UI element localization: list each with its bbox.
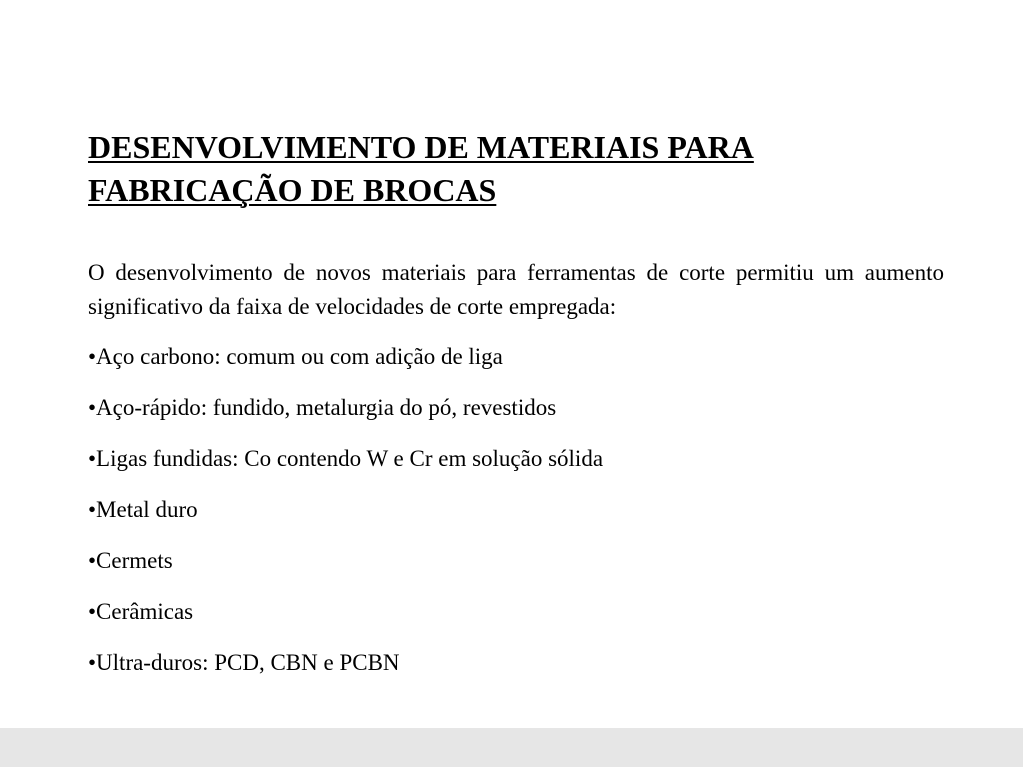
viewer-bottom-bar (0, 728, 1023, 767)
intro-paragraph: O desenvolvimento de novos materiais para ferramentas de corte permitiu um aumento significativo da faixa de velocidades de corte empregada: (88, 260, 944, 319)
materials-list (88, 340, 944, 697)
list-item: •Ultra-duros: PCD, CBN e PCBN (88, 650, 400, 675)
list-item: •Metal duro (88, 497, 198, 522)
list-item: •Cerâmicas (88, 599, 194, 624)
slide-body (88, 256, 944, 697)
slide-title: DESENVOLVIMENTO DE MATERIAIS PARA FABRICAÇÃO DE BROCAS (88, 129, 754, 208)
list-item: •Cermets (88, 548, 173, 573)
list-item: •Aço carbono: comum ou com adição de liga (88, 344, 503, 369)
list-item: •Aço-rápido: fundido, metalurgia do pó, revestidos (88, 395, 557, 420)
list-item: •Ligas fundidas: Co contendo W e Cr em solução sólida (88, 446, 604, 471)
